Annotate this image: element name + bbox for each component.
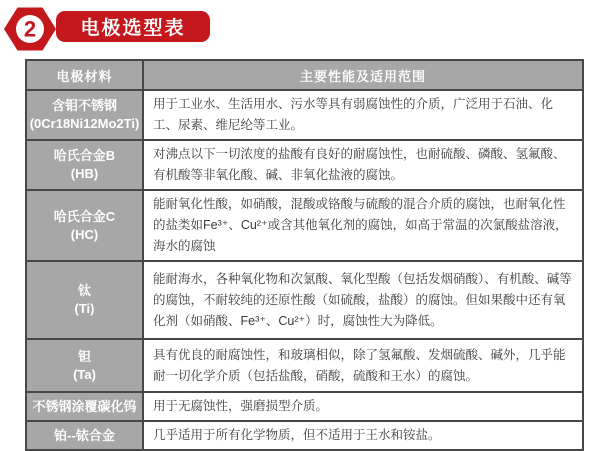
description-cell: 几乎适用于所有化学物质，但不适用于王水和铵盐。: [143, 421, 583, 450]
material-name: 钽: [77, 348, 91, 364]
material-code: (Ti): [74, 301, 95, 316]
section-number-badge: [3, 5, 57, 53]
material-cell: [26, 190, 143, 261]
column-header-material: 电极材料: [26, 60, 143, 90]
material-code: (HB): [70, 166, 99, 181]
section-title: 电极选型表: [80, 18, 186, 39]
material-name: 含钼不锈钢: [51, 98, 117, 114]
material-cell: [26, 261, 143, 339]
description-cell: 用于无腐蚀性，强磨损型介质。: [143, 392, 583, 421]
material-cell: [26, 392, 143, 421]
section-title-banner: [56, 11, 210, 42]
material-code: (Ta): [73, 366, 96, 382]
material-name: 钛: [77, 283, 91, 299]
description-cell: 能耐海水，各种氧化物和次氯酸、氧化型酸（包括发烟硝酸）、有机酸、碱等的腐蚀，不耐较纯的还原性酸（如硫酸，盐酸）的腐蚀。但如果酸中还有氧化剂（如硝酸、Fe³⁺、Cu²⁺）时，腐蚀性大为降低。: [143, 261, 583, 339]
material-cell: [26, 421, 143, 450]
material-code: (HC): [70, 226, 99, 242]
material-cell: [26, 140, 143, 190]
hexagon-icon: [3, 5, 57, 53]
material-cell: [26, 90, 143, 140]
table-row: [26, 261, 583, 339]
electrode-selection-table: [25, 59, 584, 451]
table-row: [26, 392, 583, 421]
table-row: [26, 339, 583, 392]
header-row: [26, 60, 583, 90]
description-cell: 对沸点以下一切浓度的盐酸有良好的耐腐蚀性，也耐硫酸、磷酸、氢氟酸、有机酸等非氧化酸、碱、非氧化盐液的腐蚀。: [143, 140, 583, 190]
material-name: 哈氏合金B: [53, 148, 116, 164]
material-name: 哈氏合金C: [53, 208, 116, 224]
table-row: [26, 140, 583, 190]
description-cell: 能耐氧化性酸，如硝酸，混酸或铬酸与硫酸的混合介质的腐蚀，也耐氧化性的盐类如Fe³⁺、Cu²⁺或含其他氧化剂的腐蚀，如高于常温的次氯酸盐溶液，海水的腐蚀: [143, 190, 583, 261]
badge-number: 2: [23, 16, 37, 42]
material-cell: [26, 339, 143, 392]
material-name: 铂--铱合金: [54, 427, 115, 443]
material-name: 不锈钢涂覆碳化钨: [32, 398, 137, 414]
section-header: [0, 0, 600, 56]
table-row: [26, 90, 583, 140]
description-cell: 具有优良的耐腐蚀性，和玻璃相似，除了氢氟酸、发烟硫酸、碱外，几乎能耐一切化学介质（包括盐酸，硝酸，硫酸和王水）的腐蚀。: [143, 339, 583, 392]
table-row: [26, 421, 583, 450]
table-row: [26, 190, 583, 261]
material-code: (0Cr18Ni12Mo2Ti): [29, 116, 140, 131]
description-cell: 用于工业水、生活用水、污水等具有弱腐蚀性的介质，广泛用于石油、化工、尿素、维尼纶等工业。: [143, 90, 583, 140]
column-header-performance: 主要性能及适用范围: [143, 60, 583, 90]
